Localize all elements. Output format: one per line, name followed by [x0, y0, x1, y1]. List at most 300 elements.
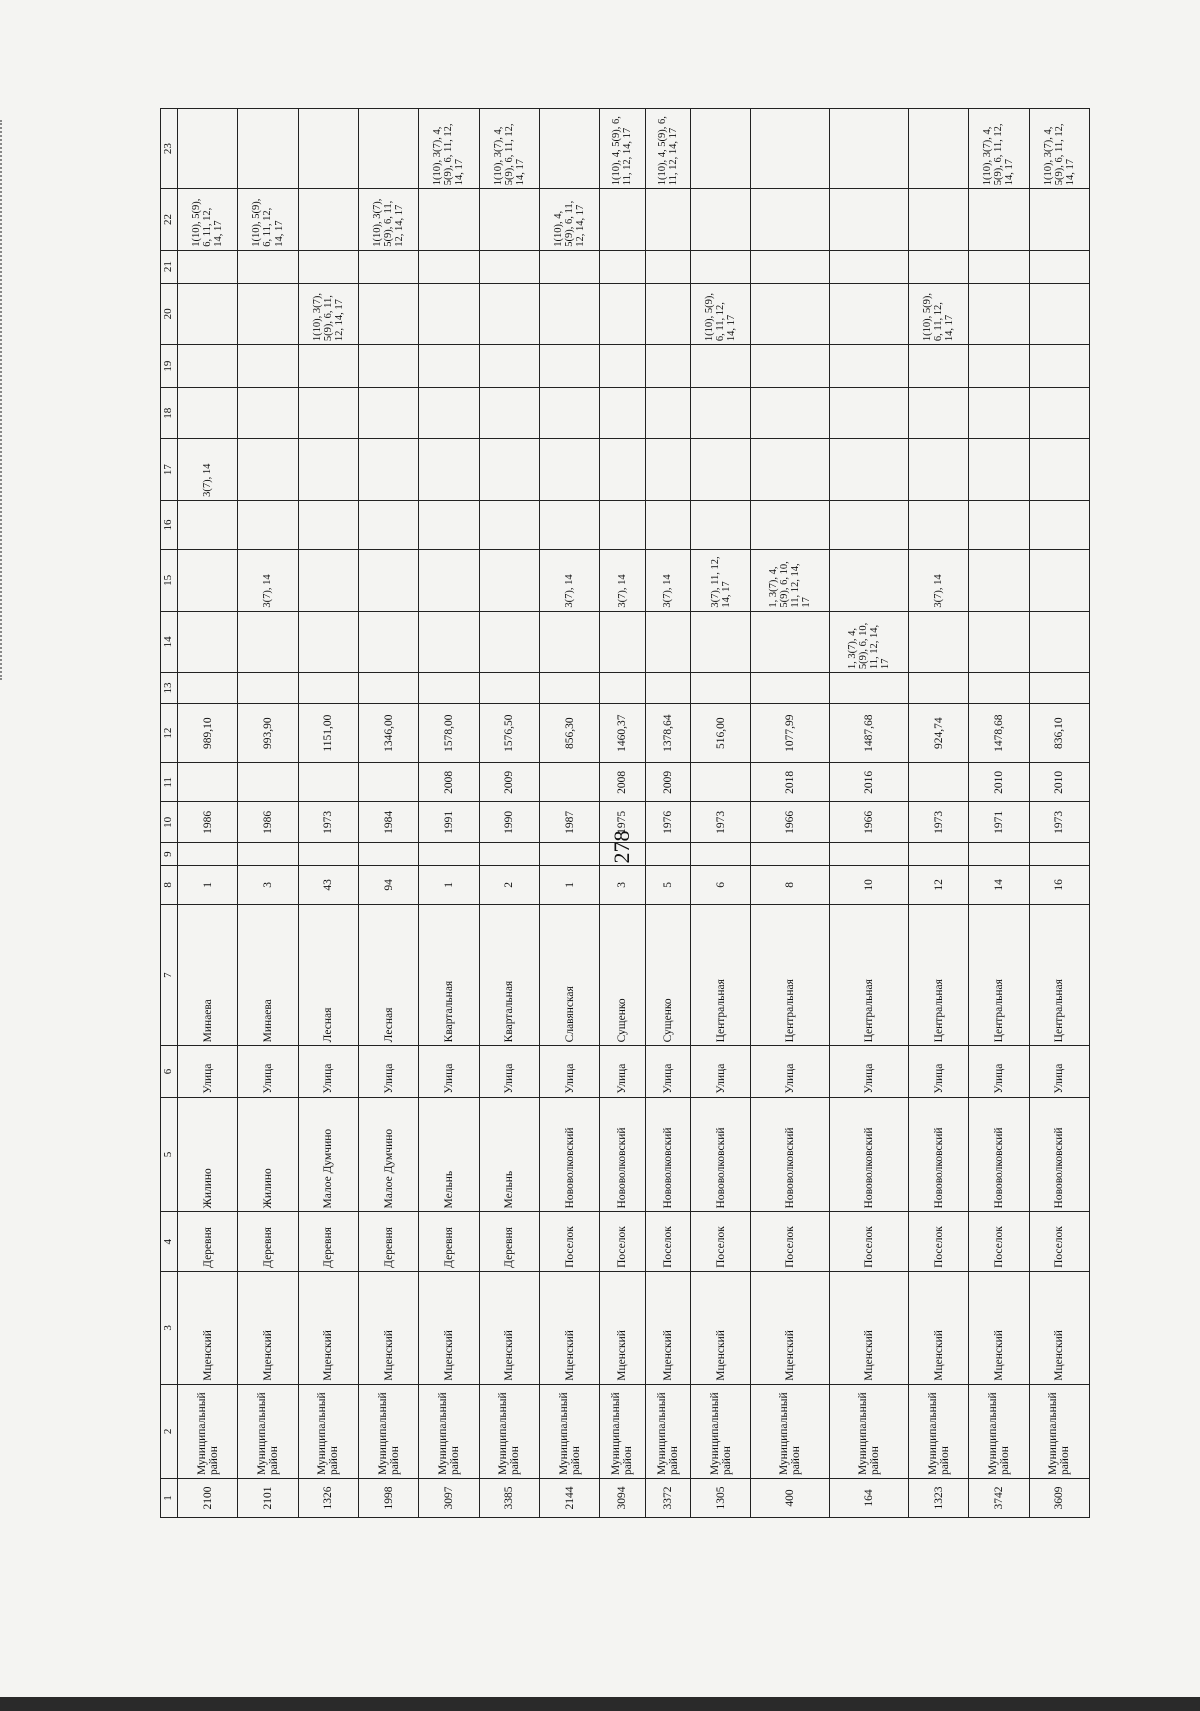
table-cell-col-19: [419, 345, 479, 388]
table-row: [1029, 109, 1089, 1518]
table-row: [645, 109, 690, 1518]
table-cell-col-6: Улица: [600, 1046, 645, 1097]
column-header-11: 11: [161, 763, 178, 802]
table-cell-col-12: 1487,68: [830, 703, 909, 762]
table-cell-col-14: [419, 611, 479, 673]
table-cell-col-19: [908, 345, 968, 388]
table-cell-col-17: [479, 439, 539, 501]
table-cell-col-6: Улица: [969, 1046, 1029, 1097]
table-cell-col-23: [908, 109, 968, 189]
table-cell-col-21: [600, 250, 645, 283]
table-container: [160, 108, 1090, 1518]
table-cell-col-5: Нововолковский: [539, 1097, 599, 1212]
table-cell-col-21: [691, 250, 751, 283]
table-cell-col-3: Мценский: [479, 1271, 539, 1384]
table-cell-col-6: Улица: [1029, 1046, 1089, 1097]
table-cell-col-3: Мценский: [298, 1271, 358, 1384]
table-cell-col-19: [1029, 345, 1089, 388]
column-header-3: 3: [161, 1271, 178, 1384]
table-cell-col-19: [298, 345, 358, 388]
table-cell-col-22: [908, 189, 968, 251]
table-cell-col-14: [908, 611, 968, 673]
table-cell-col-12: 836,10: [1029, 703, 1089, 762]
table-cell-col-15: [830, 550, 909, 612]
table-cell-col-23: 1(10), 3(7), 4, 5(9), 6, 11, 12, 14, 17: [419, 109, 479, 189]
table-cell-col-4: Поселок: [539, 1212, 599, 1271]
column-header-7: 7: [161, 904, 178, 1046]
table-cell-col-21: [645, 250, 690, 283]
table-cell-col-23: 1(10), 3(7), 4, 5(9), 6, 11, 12, 14, 17: [1029, 109, 1089, 189]
table-row: [969, 109, 1029, 1518]
table-cell-col-12: 1346,00: [358, 703, 418, 762]
table-cell-col-2: Муниципальный район: [479, 1384, 539, 1478]
table-cell-col-1: 3609: [1029, 1479, 1089, 1518]
table-cell-col-20: [600, 283, 645, 345]
table-cell-col-8: 1: [419, 865, 479, 904]
table-row: [539, 109, 599, 1518]
table-cell-col-10: 1966: [830, 802, 909, 843]
table-cell-col-2: Муниципальный район: [358, 1384, 418, 1478]
table-cell-col-19: [691, 345, 751, 388]
table-row: [419, 109, 479, 1518]
table-row: [238, 109, 298, 1518]
table-cell-col-1: 3097: [419, 1479, 479, 1518]
table-cell-col-17: [1029, 439, 1089, 501]
table-cell-col-13: [600, 673, 645, 704]
table-cell-col-15: 3(7), 14: [238, 550, 298, 612]
table-cell-col-6: Улица: [691, 1046, 751, 1097]
table-row: [600, 109, 645, 1518]
table-cell-col-5: Жилино: [178, 1097, 238, 1212]
table-cell-col-21: [1029, 250, 1089, 283]
table-cell-col-20: [969, 283, 1029, 345]
table-cell-col-4: Деревня: [178, 1212, 238, 1271]
table-cell-col-5: Нововолковский: [1029, 1097, 1089, 1212]
page-number: 278: [609, 830, 634, 864]
table-cell-col-23: [178, 109, 238, 189]
table-cell-col-9: [479, 843, 539, 866]
table-cell-col-15: 1, 3(7), 4, 5(9), 6, 10, 11, 12, 14, 17: [751, 550, 830, 612]
table-cell-col-5: Жилино: [238, 1097, 298, 1212]
table-cell-col-22: 1(10), 5(9), 6, 11, 12, 14, 17: [238, 189, 298, 251]
table-cell-col-18: [1029, 388, 1089, 439]
table-cell-col-21: [358, 250, 418, 283]
table-cell-col-3: Мценский: [178, 1271, 238, 1384]
table-cell-col-3: Мценский: [419, 1271, 479, 1384]
table-cell-col-17: [358, 439, 418, 501]
table-cell-col-22: [969, 189, 1029, 251]
table-cell-col-13: [298, 673, 358, 704]
table-cell-col-16: [178, 500, 238, 549]
table-cell-col-9: [419, 843, 479, 866]
table-cell-col-2: Муниципальный район: [238, 1384, 298, 1478]
table-cell-col-10: 1984: [358, 802, 418, 843]
table-cell-col-6: Улица: [298, 1046, 358, 1097]
table-cell-col-5: Нововолковский: [645, 1097, 690, 1212]
table-cell-col-21: [908, 250, 968, 283]
table-cell-col-16: [1029, 500, 1089, 549]
table-cell-col-22: [1029, 189, 1089, 251]
table-cell-col-14: [238, 611, 298, 673]
table-cell-col-7: Квартальная: [419, 904, 479, 1046]
table-cell-col-5: Нововолковский: [751, 1097, 830, 1212]
table-cell-col-11: [358, 763, 418, 802]
table-cell-col-12: 1460,37: [600, 703, 645, 762]
rotated-table-frame: [160, 108, 1090, 1518]
table-cell-col-19: [238, 345, 298, 388]
table-cell-col-7: Минаева: [238, 904, 298, 1046]
table-cell-col-8: 14: [969, 865, 1029, 904]
table-cell-col-13: [691, 673, 751, 704]
table-cell-col-7: Минаева: [178, 904, 238, 1046]
table-cell-col-20: 1(10), 5(9), 6, 11, 12, 14, 17: [908, 283, 968, 345]
table-cell-col-6: Улица: [178, 1046, 238, 1097]
table-cell-col-23: [830, 109, 909, 189]
table-cell-col-18: [419, 388, 479, 439]
table-cell-col-10: 1991: [419, 802, 479, 843]
table-cell-col-20: [751, 283, 830, 345]
table-cell-col-6: Улица: [419, 1046, 479, 1097]
table-cell-col-11: 2008: [419, 763, 479, 802]
table-cell-col-23: [751, 109, 830, 189]
column-header-17: 17: [161, 439, 178, 501]
table-cell-col-4: Деревня: [298, 1212, 358, 1271]
table-cell-col-16: [830, 500, 909, 549]
table-cell-col-10: 1973: [691, 802, 751, 843]
table-cell-col-19: [479, 345, 539, 388]
table-cell-col-8: 1: [178, 865, 238, 904]
table-cell-col-9: [908, 843, 968, 866]
column-header-16: 16: [161, 500, 178, 549]
column-header-15: 15: [161, 550, 178, 612]
table-cell-col-17: [691, 439, 751, 501]
table-cell-col-6: Улица: [645, 1046, 690, 1097]
table-cell-col-9: [600, 843, 645, 866]
table-cell-col-20: [645, 283, 690, 345]
table-cell-col-11: [298, 763, 358, 802]
table-cell-col-17: [238, 439, 298, 501]
table-cell-col-10: 1990: [479, 802, 539, 843]
table-cell-col-18: [969, 388, 1029, 439]
table-cell-col-14: [1029, 611, 1089, 673]
table-cell-col-8: 43: [298, 865, 358, 904]
table-cell-col-15: [1029, 550, 1089, 612]
table-cell-col-21: [969, 250, 1029, 283]
table-cell-col-20: 1(10), 5(9), 6, 11, 12, 14, 17: [691, 283, 751, 345]
table-cell-col-1: 3372: [645, 1479, 690, 1518]
table-cell-col-15: [419, 550, 479, 612]
table-cell-col-12: 1478,68: [969, 703, 1029, 762]
table-cell-col-12: 1576,50: [479, 703, 539, 762]
table-cell-col-2: Муниципальный район: [645, 1384, 690, 1478]
column-header-23: 23: [161, 109, 178, 189]
table-cell-col-9: [830, 843, 909, 866]
table-cell-col-10: 1986: [178, 802, 238, 843]
table-cell-col-16: [600, 500, 645, 549]
table-cell-col-9: [645, 843, 690, 866]
table-cell-col-22: [298, 189, 358, 251]
table-cell-col-6: Улица: [539, 1046, 599, 1097]
table-cell-col-7: Центральная: [830, 904, 909, 1046]
table-cell-col-16: [298, 500, 358, 549]
table-cell-col-13: [1029, 673, 1089, 704]
table-cell-col-1: 1998: [358, 1479, 418, 1518]
table-cell-col-19: [600, 345, 645, 388]
table-cell-col-22: [600, 189, 645, 251]
table-cell-col-5: Малое Думчино: [298, 1097, 358, 1212]
table-cell-col-8: 1: [539, 865, 599, 904]
table-cell-col-11: [908, 763, 968, 802]
table-cell-col-17: [751, 439, 830, 501]
table-cell-col-1: 2144: [539, 1479, 599, 1518]
table-cell-col-7: Сущенко: [645, 904, 690, 1046]
table-cell-col-10: 1975: [600, 802, 645, 843]
table-cell-col-7: Центральная: [969, 904, 1029, 1046]
table-cell-col-21: [238, 250, 298, 283]
table-cell-col-11: [178, 763, 238, 802]
table-cell-col-19: [539, 345, 599, 388]
table-cell-col-13: [751, 673, 830, 704]
table-cell-col-23: [691, 109, 751, 189]
table-cell-col-11: [238, 763, 298, 802]
table-cell-col-8: 12: [908, 865, 968, 904]
table-cell-col-2: Муниципальный район: [178, 1384, 238, 1478]
table-cell-col-9: [751, 843, 830, 866]
table-cell-col-17: [645, 439, 690, 501]
table-body: [178, 109, 1090, 1518]
table-cell-col-18: [830, 388, 909, 439]
table-cell-col-21: [751, 250, 830, 283]
table-cell-col-10: 1973: [1029, 802, 1089, 843]
table-cell-col-14: [298, 611, 358, 673]
table-row: [298, 109, 358, 1518]
table-cell-col-1: 1326: [298, 1479, 358, 1518]
table-cell-col-10: 1966: [751, 802, 830, 843]
table-cell-col-13: [479, 673, 539, 704]
table-cell-col-14: [178, 611, 238, 673]
column-header-4: 4: [161, 1212, 178, 1271]
table-cell-col-20: [539, 283, 599, 345]
table-cell-col-1: 164: [830, 1479, 909, 1518]
table-cell-col-18: [298, 388, 358, 439]
table-cell-col-4: Поселок: [908, 1212, 968, 1271]
table-cell-col-20: [178, 283, 238, 345]
table-cell-col-22: [479, 189, 539, 251]
table-cell-col-2: Муниципальный район: [830, 1384, 909, 1478]
table-cell-col-18: [645, 388, 690, 439]
table-cell-col-7: Лесная: [358, 904, 418, 1046]
table-cell-col-20: [358, 283, 418, 345]
table-cell-col-1: 1323: [908, 1479, 968, 1518]
table-cell-col-21: [830, 250, 909, 283]
table-cell-col-4: Поселок: [830, 1212, 909, 1271]
table-cell-col-12: 993,90: [238, 703, 298, 762]
table-cell-col-5: Нововолковский: [969, 1097, 1029, 1212]
table-cell-col-7: Сущенко: [600, 904, 645, 1046]
table-cell-col-11: [539, 763, 599, 802]
column-header-9: 9: [161, 843, 178, 866]
table-cell-col-7: Центральная: [751, 904, 830, 1046]
table-cell-col-17: [908, 439, 968, 501]
table-cell-col-18: [691, 388, 751, 439]
table-cell-col-3: Мценский: [830, 1271, 909, 1384]
table-cell-col-14: [600, 611, 645, 673]
table-cell-col-4: Поселок: [645, 1212, 690, 1271]
table-cell-col-13: [969, 673, 1029, 704]
table-cell-col-4: Поселок: [691, 1212, 751, 1271]
table-cell-col-18: [238, 388, 298, 439]
table-cell-col-4: Деревня: [479, 1212, 539, 1271]
table-cell-col-15: 3(7), 11, 12, 14, 17: [691, 550, 751, 612]
table-cell-col-10: 1987: [539, 802, 599, 843]
table-cell-col-18: [751, 388, 830, 439]
table-cell-col-3: Мценский: [600, 1271, 645, 1384]
table-row: [691, 109, 751, 1518]
table-cell-col-11: 2018: [751, 763, 830, 802]
table-cell-col-10: 1973: [298, 802, 358, 843]
table-cell-col-13: [539, 673, 599, 704]
housing-registry-table: [160, 108, 1090, 1518]
table-row: [358, 109, 418, 1518]
table-cell-col-23: 1(10), 3(7), 4, 5(9), 6, 11, 12, 14, 17: [969, 109, 1029, 189]
table-cell-col-20: [479, 283, 539, 345]
table-cell-col-4: Деревня: [358, 1212, 418, 1271]
table-cell-col-10: 1986: [238, 802, 298, 843]
table-cell-col-21: [298, 250, 358, 283]
column-header-14: 14: [161, 611, 178, 673]
table-cell-col-8: 3: [238, 865, 298, 904]
table-cell-col-22: [751, 189, 830, 251]
table-cell-col-2: Муниципальный район: [298, 1384, 358, 1478]
table-cell-col-15: [358, 550, 418, 612]
table-cell-col-2: Муниципальный район: [751, 1384, 830, 1478]
scan-edge-mark: [0, 120, 4, 680]
table-cell-col-2: Муниципальный район: [419, 1384, 479, 1478]
table-cell-col-16: [539, 500, 599, 549]
table-cell-col-8: 6: [691, 865, 751, 904]
scan-bottom-edge: [0, 1697, 1200, 1711]
table-cell-col-17: [830, 439, 909, 501]
table-cell-col-20: [1029, 283, 1089, 345]
table-cell-col-7: Славянская: [539, 904, 599, 1046]
table-cell-col-9: [691, 843, 751, 866]
table-cell-col-6: Улица: [751, 1046, 830, 1097]
table-cell-col-16: [691, 500, 751, 549]
table-cell-col-7: Центральная: [908, 904, 968, 1046]
column-header-13: 13: [161, 673, 178, 704]
table-cell-col-5: Нововолковский: [908, 1097, 968, 1212]
table-cell-col-9: [969, 843, 1029, 866]
table-cell-col-19: [645, 345, 690, 388]
table-cell-col-19: [969, 345, 1029, 388]
table-cell-col-7: Центральная: [691, 904, 751, 1046]
table-cell-col-1: 2101: [238, 1479, 298, 1518]
table-cell-col-12: 1077,99: [751, 703, 830, 762]
table-cell-col-8: 94: [358, 865, 418, 904]
table-cell-col-16: [969, 500, 1029, 549]
table-cell-col-16: [238, 500, 298, 549]
table-cell-col-9: [238, 843, 298, 866]
table-cell-col-11: 2010: [969, 763, 1029, 802]
table-cell-col-21: [539, 250, 599, 283]
table-cell-col-4: Деревня: [419, 1212, 479, 1271]
table-cell-col-7: Квартальная: [479, 904, 539, 1046]
table-cell-col-14: [751, 611, 830, 673]
table-cell-col-20: 1(10), 3(7), 5(9), 6, 11, 12, 14, 17: [298, 283, 358, 345]
table-cell-col-2: Муниципальный район: [908, 1384, 968, 1478]
table-cell-col-12: 516,00: [691, 703, 751, 762]
table-cell-col-15: 3(7), 14: [539, 550, 599, 612]
table-cell-col-2: Муниципальный район: [600, 1384, 645, 1478]
table-cell-col-18: [539, 388, 599, 439]
table-cell-col-17: [600, 439, 645, 501]
table-cell-col-11: [691, 763, 751, 802]
table-cell-col-8: 2: [479, 865, 539, 904]
table-cell-col-12: 1578,00: [419, 703, 479, 762]
table-cell-col-14: [539, 611, 599, 673]
table-cell-col-21: [479, 250, 539, 283]
table-cell-col-23: [539, 109, 599, 189]
table-cell-col-5: Нововолковский: [600, 1097, 645, 1212]
table-cell-col-19: [178, 345, 238, 388]
column-header-21: 21: [161, 250, 178, 283]
table-cell-col-19: [830, 345, 909, 388]
column-header-12: 12: [161, 703, 178, 762]
table-cell-col-14: 1, 3(7), 4, 5(9), 6, 10, 11, 12, 14, 17: [830, 611, 909, 673]
table-cell-col-23: [298, 109, 358, 189]
table-cell-col-13: [238, 673, 298, 704]
table-cell-col-5: Нововолковский: [691, 1097, 751, 1212]
column-header-22: 22: [161, 189, 178, 251]
table-cell-col-9: [178, 843, 238, 866]
table-cell-col-3: Мценский: [691, 1271, 751, 1384]
table-cell-col-17: [969, 439, 1029, 501]
table-cell-col-8: 16: [1029, 865, 1089, 904]
table-cell-col-16: [908, 500, 968, 549]
table-cell-col-1: 400: [751, 1479, 830, 1518]
table-cell-col-1: 3385: [479, 1479, 539, 1518]
table-cell-col-5: Мельнь: [479, 1097, 539, 1212]
column-header-6: 6: [161, 1046, 178, 1097]
table-cell-col-16: [645, 500, 690, 549]
table-cell-col-1: 3094: [600, 1479, 645, 1518]
table-cell-col-12: 1378,64: [645, 703, 690, 762]
table-cell-col-11: 2009: [479, 763, 539, 802]
table-cell-col-18: [479, 388, 539, 439]
column-header-5: 5: [161, 1097, 178, 1212]
table-cell-col-23: 1(10), 4, 5(9), 6, 11, 12, 14, 17: [645, 109, 690, 189]
table-cell-col-2: Муниципальный район: [691, 1384, 751, 1478]
table-cell-col-16: [358, 500, 418, 549]
table-cell-col-6: Улица: [908, 1046, 968, 1097]
column-number-header-row: [161, 109, 178, 1518]
column-header-8: 8: [161, 865, 178, 904]
table-cell-col-5: Малое Думчино: [358, 1097, 418, 1212]
table-cell-col-2: Муниципальный район: [539, 1384, 599, 1478]
table-cell-col-14: [645, 611, 690, 673]
table-cell-col-22: [691, 189, 751, 251]
table-cell-col-9: [358, 843, 418, 866]
table-cell-col-11: 2008: [600, 763, 645, 802]
table-cell-col-10: 1976: [645, 802, 690, 843]
table-cell-col-18: [600, 388, 645, 439]
table-cell-col-4: Поселок: [600, 1212, 645, 1271]
table-cell-col-19: [751, 345, 830, 388]
table-cell-col-23: [238, 109, 298, 189]
table-cell-col-3: Мценский: [539, 1271, 599, 1384]
table-cell-col-11: 2009: [645, 763, 690, 802]
table-cell-col-15: [969, 550, 1029, 612]
